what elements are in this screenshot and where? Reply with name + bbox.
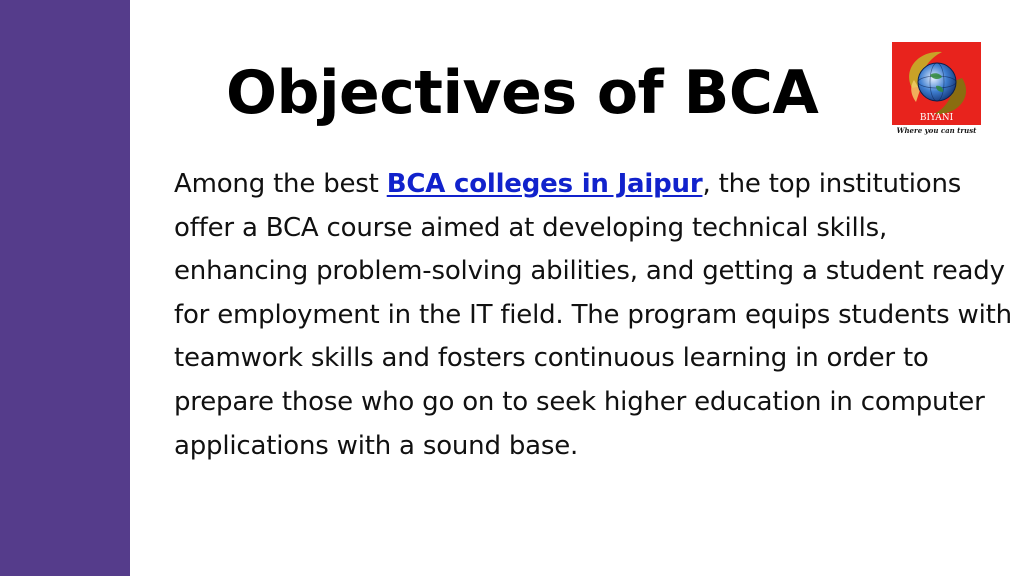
biyani-logo[interactable]	[892, 42, 981, 136]
bca-colleges-link[interactable]: BCA colleges in Jaipur	[386, 169, 703, 199]
paragraph-lead: Among the best	[174, 169, 387, 199]
logo-emblem	[892, 42, 981, 125]
globe-emblem-icon	[892, 42, 981, 125]
sidebar-accent-bar	[0, 0, 130, 576]
paragraph-rest: , the top institutions offer a BCA course aimed at developing technical skills, enhancing problem-solving abilities, and getting a student ready for employment in the IT field. The program equips students with teamwork skills and fosters continuous learning in order to prepare those who go on to seek higher education in computer applications with a sound base.	[174, 169, 1012, 461]
body-paragraph	[174, 163, 1014, 468]
logo-tagline: Where you can trust	[896, 126, 977, 135]
slide-title: Objectives of BCA	[226, 58, 819, 128]
logo-name: BIYANI	[919, 113, 954, 123]
